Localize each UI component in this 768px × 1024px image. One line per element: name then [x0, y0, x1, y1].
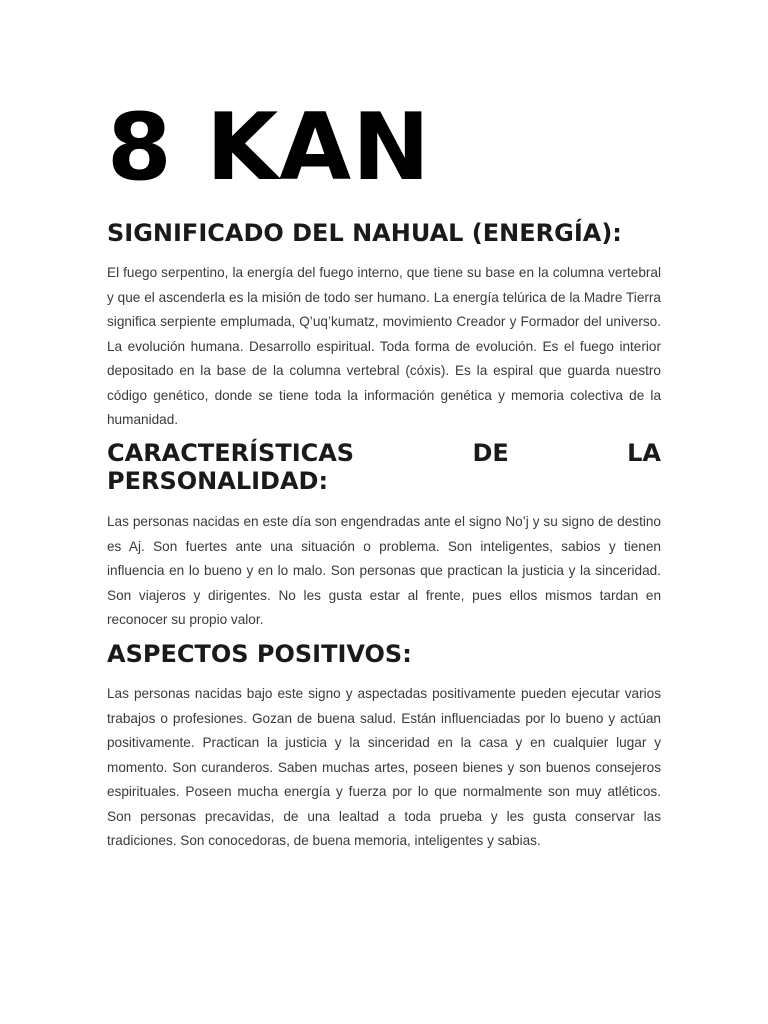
- section-heading-significado: SIGNIFICADO DEL NAHUAL (ENERGÍA):: [107, 219, 622, 247]
- section-body-aspectos: Las personas nacidas bajo este signo y aspectadas positivamente pueden ejecutar varios trabajos o profesiones. Gozan de buena salud. Están influenciadas por lo bueno y actúan positivamente. Practican la justicia y la sinceridad en la casa y en cualquier lugar y momento. Son curanderos. Saben muchas artes, poseen bienes y son buenos consejeros espirituales. Poseen mucha energía y fuerza por lo que normalmente son muy atléticos. Son personas precavidas, de una lealtad a toda prueba y les gusta conservar las tradiciones. Son conocedoras, de buena memoria, inteligentes y sabias.: [107, 686, 661, 848]
- heading-word: DE: [472, 439, 509, 467]
- section-heading-caracteristicas: [107, 439, 661, 495]
- section-body-significado: El fuego serpentino, la energía del fuego interno, que tiene su base en la columna vertebral y que el ascenderla es la misión de todo ser humano. La energía telúrica de la Madre Tierra significa serpiente emplumada, Q’uq’kumatz, movimiento Creador y Formador del universo. La evolución humana. Desarrollo espiritual. Toda forma de evolución. Es el fuego interior depositado en la base de la columna vertebral (cóxis). Es la espiral que guarda nuestro código genético, donde se tiene toda la información genética y memoria colectiva de la humanidad.: [107, 265, 661, 427]
- heading-word: LA: [627, 439, 661, 467]
- heading-line-1: [107, 439, 661, 467]
- section-body-caracteristicas: Las personas nacidas en este día son engendradas ante el signo No’j y su signo de destino es Aj. Son fuertes ante una situación o problema. Son inteligentes, sabios y tienen influencia en lo bueno y en lo malo. Son personas que practican la justicia y la sinceridad. Son viajeros y dirigentes. No les gusta estar al frente, pues ellos mismos tardan en reconocer su propio valor.: [107, 514, 661, 627]
- page-title: 8 KAN: [107, 93, 431, 201]
- section-heading-aspectos: ASPECTOS POSITIVOS:: [107, 640, 412, 668]
- heading-word: CARACTERÍSTICAS: [107, 439, 355, 467]
- heading-line-2: PERSONALIDAD:: [107, 467, 329, 495]
